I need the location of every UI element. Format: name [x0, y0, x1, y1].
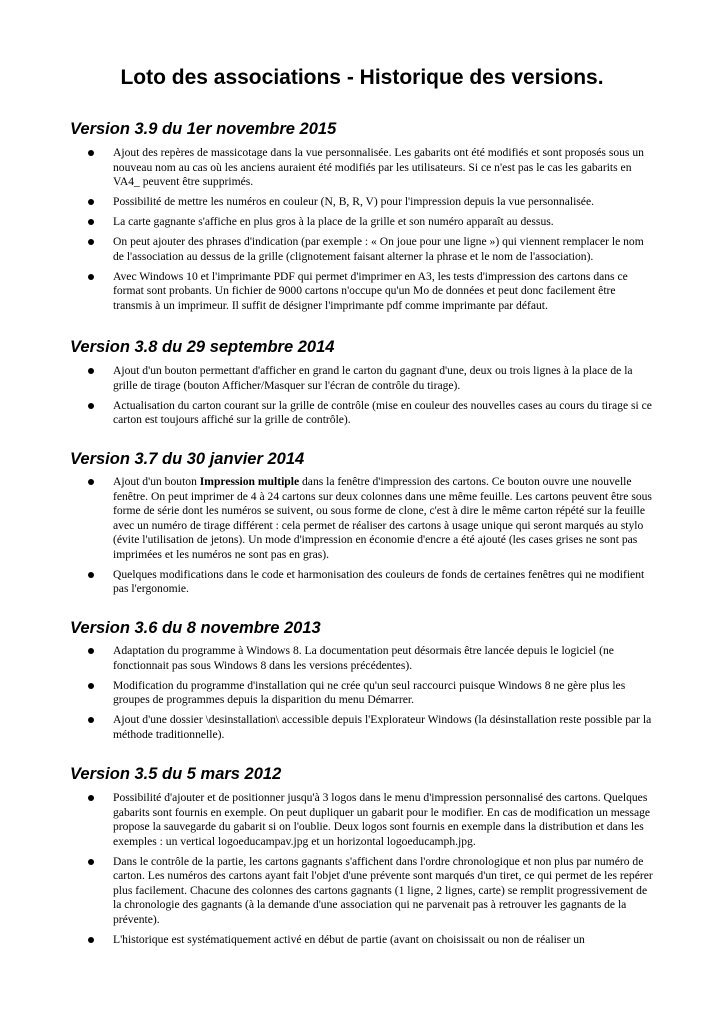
section-title: Version 3.7 du 30 janvier 2014	[70, 450, 305, 468]
item-text: Adaptation du programme à Windows 8. La documentation peut désormais être lancée depuis le logiciel (ne fonctionnait pas sous Windows 8 dans les versions précédentes).	[113, 644, 614, 672]
item-text: Quelques modifications dans le code et harmonisation des couleurs de fonds de certaines fenêtres qui ne modifient pas l'ergonomie.	[113, 567, 645, 595]
list-item	[113, 568, 654, 597]
bullet-icon	[88, 239, 94, 245]
list-item	[113, 235, 654, 264]
item-text: Ajout des repères de massicotage dans la vue personnalisée. Les gabarits ont été modifiés et sont proposés sous un nouveau nom au cas où les anciens auraient été modifiés par les utilisateurs. Si ce n'est pas le cas les gabarits en VA4_ peuvent être supprimés.	[113, 146, 644, 188]
bullet-icon	[88, 717, 94, 723]
list-item	[113, 215, 654, 230]
bullet-icon	[88, 795, 94, 801]
bullet-list	[0, 364, 654, 433]
list-item	[113, 270, 654, 314]
bullet-icon	[88, 368, 94, 374]
item-text: On peut ajouter des phrases d'indication (par exemple : « On joue pour une ligne ») qui viennent remplacer le nom de l'association au dessus de la grille (clignotement faisant alterner la phrase et le nom de l'association).	[113, 235, 644, 263]
bullet-icon	[88, 859, 94, 865]
item-text: Possibilité d'ajouter et de positionner jusqu'à 3 logos dans le menu d'impression personnalisé des cartons. Quelques gabarits sont fournis en exemple. On peut dupliquer un gabarit pour le modifier. En cas de modification un message propose la sauvegarde du gabarit si on l'oublie. Deux logos sont fournis en exemple dans la distribution et dans les exemples : un vertical logoeducampav.jpg et un horizontal logoeducamph.jpg.	[113, 791, 651, 848]
item-text: L'historique est systématiquement activé en début de partie (avant on choisissait ou non de réaliser un	[113, 932, 585, 946]
bullet-icon	[88, 479, 94, 485]
item-text: Avec Windows 10 et l'imprimante PDF qui permet d'imprimer en A3, les tests d'impression des cartons dans ce format sont probants. Un fichier de 9000 cartons n'occupe qu'un Mo de données et peut donc facilement être transmis à un imprimeur. Il suffit de désigner l'imprimante pdf comme imprimante par défaut.	[113, 269, 628, 312]
list-item	[113, 364, 654, 393]
list-item	[113, 933, 654, 948]
bullet-icon	[88, 199, 94, 205]
item-text: Ajout d'une dossier \desinstallation\ accessible depuis l'Explorateur Windows (la désinstallation reste possible par la méthode traditionnelle).	[113, 713, 652, 741]
list-item	[113, 644, 654, 673]
item-text: Possibilité de mettre les numéros en couleur (N, B, R, V) pour l'impression depuis la vue personnalisée.	[113, 195, 594, 208]
list-item	[113, 791, 654, 849]
list-item	[113, 475, 654, 562]
item-text: Actualisation du carton courant sur la grille de contrôle (mise en couleur des nouvelles cases au cours du tirage si ce carton est toujours affiché sur la grille de contrôle).	[113, 398, 652, 426]
section-title: Version 3.8 du 29 septembre 2014	[70, 338, 335, 356]
bullet-list	[0, 644, 654, 748]
bullet-icon	[88, 572, 94, 578]
list-item	[113, 195, 654, 210]
item-text: Dans le contrôle de la partie, les cartons gagnants s'affichent dans l'ordre chronologique et non plus par numéro de carton. Les numéros des cartons ayant fait l'objet d'une prévente sont marqués d'un tiret, ce qui permet de les repérer plus facilement. Chacune des colonnes des cartons gagnants (1 ligne, 2 lignes, carte) se remplit progressivement de la chronologie des gagnants (à la demande d'une association qui ne parvenait pas à retrouver les gagnants de la prévente).	[113, 854, 653, 926]
bullet-icon	[88, 648, 94, 654]
bullet-icon	[88, 937, 94, 943]
bullet-icon	[88, 219, 94, 225]
list-item	[113, 713, 654, 742]
list-item	[113, 679, 654, 708]
item-text: La carte gagnante s'affiche en plus gros à la place de la grille et son numéro apparaît au dessus.	[113, 215, 554, 228]
bullet-icon	[88, 150, 94, 156]
section-title: Version 3.6 du 8 novembre 2013	[70, 619, 321, 637]
bullet-icon	[88, 403, 94, 409]
item-text: dans la fenêtre d'impression des cartons. Ce bouton ouvre une nouvelle fenêtre. On peut imprimer de 4 à 24 cartons sur deux colonnes dans une même feuille. Les cartons peuvent être sous forme de série dont les numéros se suivent, ou sous forme de clone, c'est à dire le même carton répété sur la feuille avec un numéro de tirage différent : cela permet de réaliser des cartons à usage unique qui seront marqués au stylo (évite l'utilisation de jetons). Un mode d'impression en économie d'encre a été ajouté (les cases grises ne sont pas imprimées et les numéros ne sont pas en gras).	[113, 475, 652, 561]
bullet-icon	[88, 274, 94, 280]
bullet-list	[0, 146, 654, 319]
section-title: Version 3.5 du 5 mars 2012	[70, 765, 282, 783]
bullet-list	[0, 475, 654, 602]
list-item	[113, 855, 654, 928]
list-item	[113, 399, 654, 428]
section-title: Version 3.9 du 1er novembre 2015	[70, 120, 337, 138]
list-item	[113, 146, 654, 190]
page-title: Loto des associations - Historique des versions.	[120, 66, 604, 89]
item-text-bold: Impression multiple	[199, 475, 300, 488]
bullet-icon	[88, 683, 94, 689]
item-text: Modification du programme d'installation qui ne crée qu'un seul raccourci puisque Windows 8 ne gère plus les groupes de programmes depuis la disparition du menu Démarrer.	[113, 678, 626, 706]
item-text: Ajout d'un bouton permettant d'afficher en grand le carton du gagnant d'une, deux ou trois lignes à la place de la grille de tirage (bouton Afficher/Masquer sur l'écran de contrôle du tirage).	[113, 364, 633, 392]
bullet-list	[0, 791, 654, 953]
item-text-start: Ajout d'un bouton	[113, 475, 200, 488]
